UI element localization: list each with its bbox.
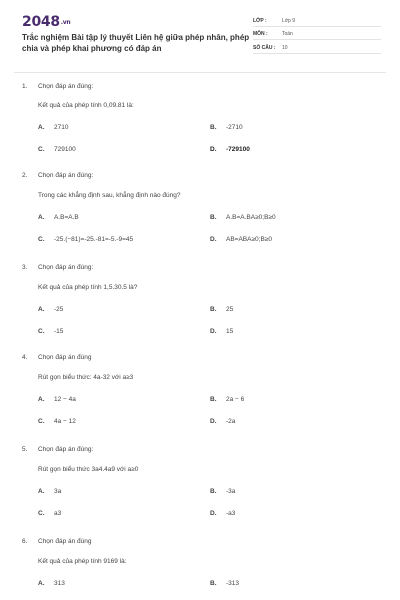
meta-value: Lớp 9 [282, 17, 296, 24]
question-stem: Rút gọn biểu thức: 4a-32 với a≥3 [38, 374, 134, 381]
option-d[interactable]: D. -729100 [210, 146, 250, 153]
meta-value: 10 [282, 44, 288, 51]
option-d[interactable]: D. -a3 [210, 510, 236, 517]
question-number: 5. [22, 446, 28, 453]
option-a[interactable]: A. 313 [38, 580, 65, 587]
meta-grade [253, 15, 381, 27]
question-prompt: Chọn đáp án đúng: [38, 446, 94, 453]
question-prompt: Chọn đáp án đúng [38, 354, 92, 361]
question-prompt: Chọn đáp án đúng [38, 538, 92, 545]
option-a[interactable]: A. A.B=A.B [38, 214, 79, 221]
question-number: 4. [22, 354, 28, 361]
question-number: 6. [22, 538, 28, 545]
question-stem: Trong các khẳng định sau, khẳng định nào đúng? [38, 192, 181, 199]
document-title: Trắc nghiệm Bài tập lý thuyết Liên hệ giữa phép nhân, phép chia và phép khai phương có đáp án [22, 33, 250, 53]
option-c[interactable]: C. a3 [38, 510, 62, 517]
question-number: 2. [22, 172, 28, 179]
meta-label: LỚP : [253, 17, 267, 24]
option-c[interactable]: C. -25.(−81)=-25.-81=-5.-9=45 [38, 236, 134, 243]
question-stem: Kết quả của phép tính 9169 là: [38, 558, 127, 565]
question-prompt: Chọn đáp án đúng: [38, 83, 94, 90]
meta-label: SỐ CÂU : [253, 44, 276, 51]
option-a[interactable]: A. -25 [38, 306, 64, 313]
option-c[interactable]: C. 4a − 12 [38, 418, 76, 425]
option-c[interactable]: C. 729100 [38, 146, 76, 153]
question-prompt: Chọn đáp án đúng: [38, 172, 94, 179]
option-b[interactable]: B. 25 [210, 306, 234, 313]
meta-value: Toán [282, 30, 293, 37]
question-stem: Kết quả của phép tính 1,5.30.5 là? [38, 284, 138, 291]
option-d[interactable]: D. 15 [210, 328, 234, 335]
question-stem: Rút gọn biểu thức 3a4.4a9 với a≥0 [38, 466, 139, 473]
option-b[interactable]: B. -3a [210, 488, 236, 495]
option-a[interactable]: A. 2710 [38, 124, 69, 131]
site-logo[interactable]: 2048.vn [22, 14, 71, 30]
header-divider [14, 72, 386, 73]
option-b[interactable]: B. -313 [210, 580, 240, 587]
question-prompt: Chọn đáp án đúng: [38, 264, 94, 271]
meta-question-count [253, 42, 381, 54]
meta-label: MÔN : [253, 30, 268, 37]
question-number: 3. [22, 264, 28, 271]
document-header [0, 0, 400, 68]
option-a[interactable]: A. 3a [38, 488, 62, 495]
meta-subject [253, 28, 381, 40]
option-d[interactable]: D. AB=ABA≥0;B≥0 [210, 236, 272, 243]
option-d[interactable]: D. -2a [210, 418, 236, 425]
option-b[interactable]: B. -2710 [210, 124, 243, 131]
option-c[interactable]: C. -15 [38, 328, 64, 335]
question-number: 1. [22, 83, 28, 90]
option-b[interactable]: B. A.B=A.BA≥0;B≥0 [210, 214, 276, 221]
question-stem: Kết quả của phép tính 0,09.81 là: [38, 102, 134, 109]
option-b[interactable]: B. 2a − 6 [210, 396, 245, 403]
option-a[interactable]: A. 12 − 4a [38, 396, 76, 403]
